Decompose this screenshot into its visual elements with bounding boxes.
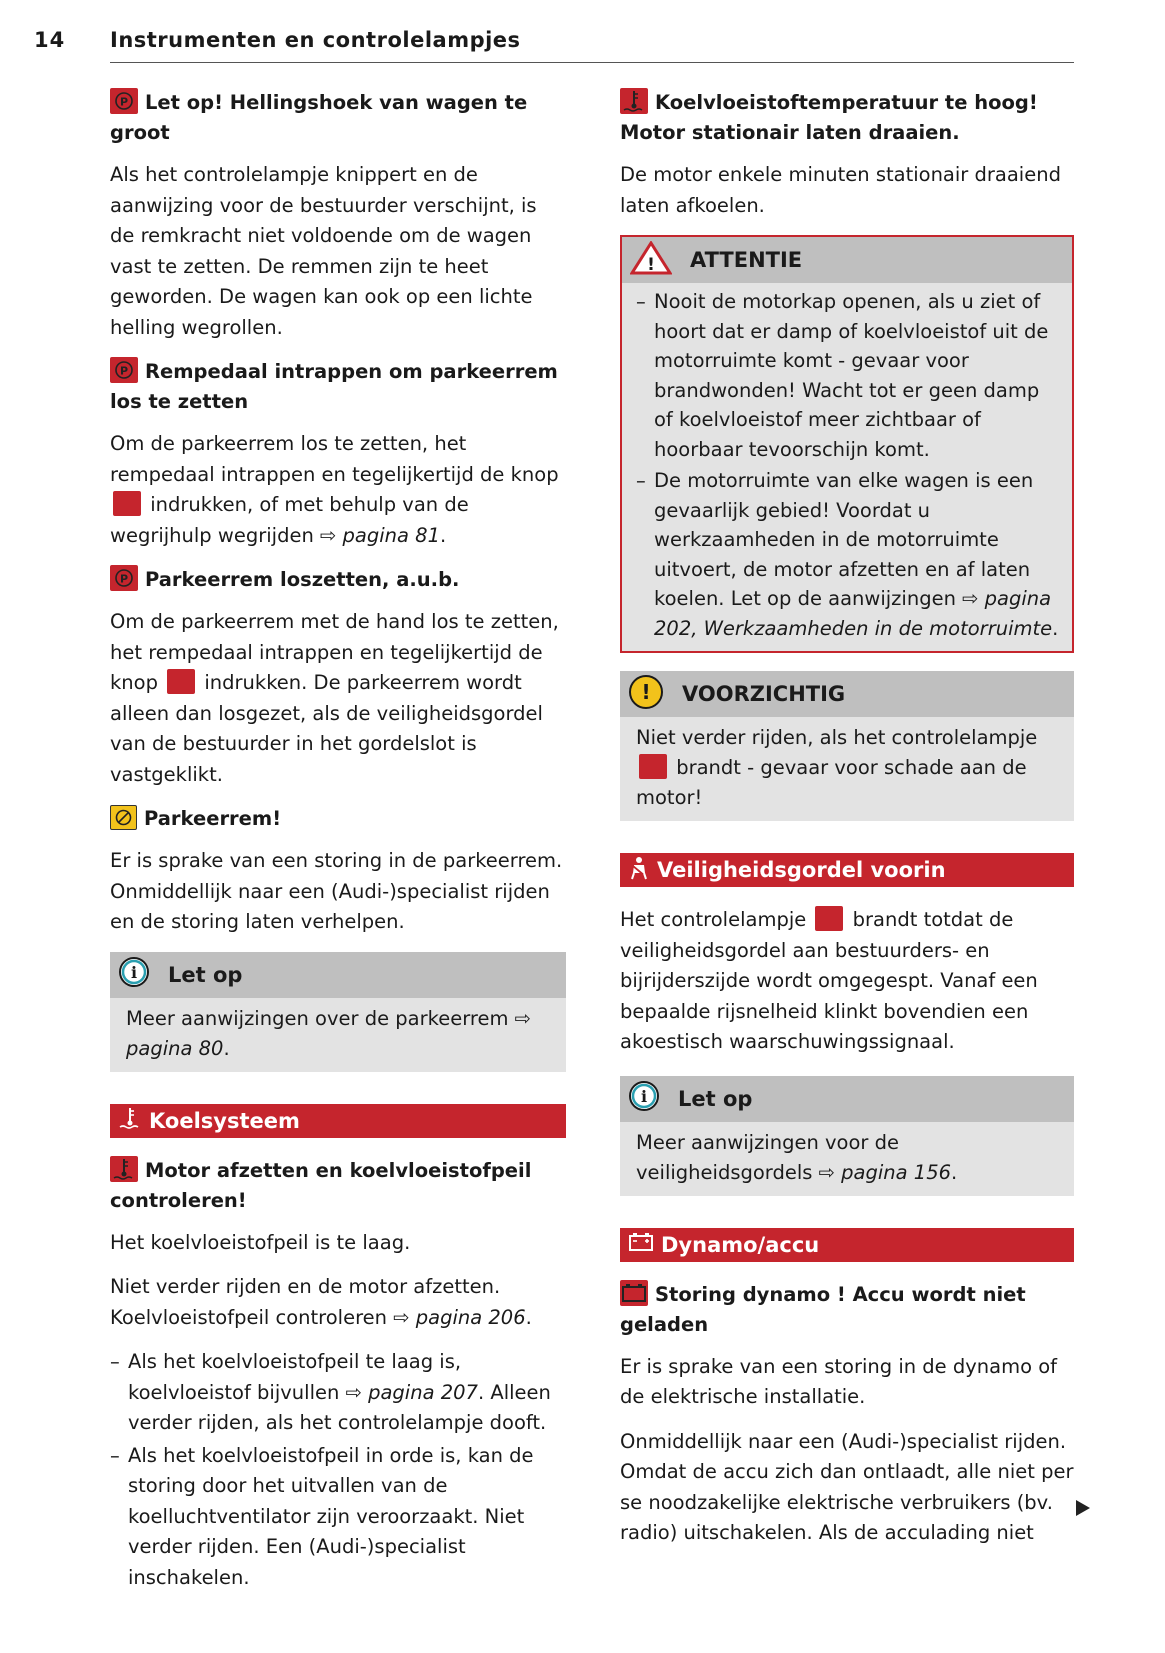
note-header bbox=[620, 1076, 1074, 1122]
paragraph: Om de parkeerrem los te zetten, het rempedaal intrappen en tegelijkertijd de knop indrukken, of met behulp van de wegrijhulp wegrijden ⇨ pagina 81. bbox=[110, 432, 559, 547]
paragraph: Niet verder rijden en de motor afzetten. Koelvloeistofpeil controleren ⇨ pagina 206. bbox=[110, 1275, 532, 1329]
section-band-battery: Dynamo/accu bbox=[620, 1228, 1074, 1262]
list-item: – Nooit de motorkap openen, als u ziet of hoort dat er damp of koelvloeistof uit de motorruimte komt - gevaar voor brandwonden! Wacht tot er geen damp of koelvloeistof meer zichtbaar of hoorbaar tevoorschijn komt. bbox=[636, 287, 1060, 464]
page-reference[interactable]: ⇨ pagina 206 bbox=[393, 1305, 526, 1329]
svg-text:P: P bbox=[119, 364, 129, 378]
page-title: Instrumenten en controlelampjes bbox=[110, 28, 521, 52]
section-heading: P Rempedaal intrappen om parkeerrem los te zetten bbox=[110, 357, 566, 417]
continue-arrow-icon bbox=[1076, 1500, 1090, 1516]
paragraph: Om de parkeerrem met de hand los te zetten, het rempedaal intrappen en tegelijkertijd de knop indrukken. De parkeerrem wordt alleen dan losgezet, als de veiligheidsgordel van de bestuurder in het gordelslot is vastgeklikt. bbox=[110, 610, 559, 786]
caution-title: VOORZICHTIG bbox=[682, 682, 846, 706]
note-body: Meer aanwijzingen over de parkeerrem ⇨ pagina 80. bbox=[126, 1006, 532, 1060]
page-header bbox=[0, 0, 1165, 64]
page-number: 14 bbox=[34, 28, 66, 52]
list-item: – De motorruimte van elke wagen is een gevaarlijk gebied! Voordat u werkzaamheden in de motorruimte uitvoert, de motor afzetten en af laten koelen. Let op de aanwijzingen ⇨ pagina 202, Werkzaamheden in de motorruimte. bbox=[636, 466, 1060, 643]
parking-brake-icon bbox=[110, 88, 138, 114]
page-reference[interactable]: ⇨ pagina 202, Werkzaamheden in de motorruimte bbox=[654, 587, 1053, 640]
seatbelt-icon bbox=[628, 856, 650, 885]
dash-list bbox=[110, 1347, 566, 1593]
svg-text:P: P bbox=[119, 95, 129, 109]
section-heading: Koelvloeistoftemperatuur te hoog! Motor stationair laten draaien. bbox=[620, 88, 1074, 148]
section-heading: Parkeerrem! bbox=[110, 804, 566, 834]
battery-icon bbox=[620, 1280, 648, 1306]
header-rule bbox=[110, 62, 1074, 63]
svg-text:i: i bbox=[640, 1087, 648, 1106]
section-band-cooling: Koelsysteem bbox=[110, 1104, 566, 1138]
paragraph: Onmiddellijk naar een (Audi-)specialist rijden. Omdat de accu zich dan ontlaadt, alle niet per se noodzakelijke elektrische verbruikers (bv. radio) uitschakelen. Als de acculading niet bbox=[620, 1429, 1074, 1544]
coolant-icon bbox=[118, 1106, 142, 1135]
parking-brake-button-icon bbox=[167, 669, 195, 694]
warning-box bbox=[620, 235, 1074, 653]
warning-title: ATTENTIE bbox=[690, 248, 803, 272]
warning-header bbox=[622, 237, 1072, 283]
note-title: Let op bbox=[678, 1086, 753, 1111]
battery-icon bbox=[628, 1232, 654, 1257]
paragraph: De motor enkele minuten stationair draaiend laten afkoelen. bbox=[620, 163, 1061, 217]
coolant-icon bbox=[639, 754, 667, 779]
coolant-icon bbox=[620, 88, 648, 114]
list-item: – Als het koelvloeistofpeil in orde is, kan de storing door het uitvallen van de koelluchtventilator zijn veroorzaakt. Niet verder rijden. Een (Audi-)specialist inschakelen. bbox=[110, 1441, 566, 1594]
warning-body bbox=[622, 283, 1072, 651]
section-band-seatbelt: Veiligheidsgordel voorin bbox=[620, 853, 1074, 887]
caution-icon bbox=[628, 674, 664, 715]
svg-text:!: ! bbox=[647, 254, 655, 275]
section-heading: P Parkeerrem loszetten, a.u.b. bbox=[110, 565, 566, 595]
caution-header bbox=[620, 671, 1074, 717]
parking-brake-fault-icon bbox=[110, 805, 137, 830]
paragraph: Er is sprake van een storing in de parkeerrem. Onmiddellijk naar een (Audi-)specialist rijden en de storing laten verhelpen. bbox=[110, 849, 563, 933]
paragraph: Als het controlelampje knippert en de aanwijzing voor de bestuurder verschijnt, is de remkracht niet voldoende om de wagen vast te zetten. De remmen zijn te heet geworden. De wagen kan ook op een lichte helling wegrollen. bbox=[110, 163, 537, 339]
svg-text:P: P bbox=[119, 572, 129, 586]
page-reference[interactable]: ⇨ pagina 80 bbox=[126, 1006, 532, 1060]
paragraph: Het controlelampje brandt totdat de veiligheidsgordel aan bestuurders- en bijrijderszijde wordt omgegespt. Vanaf een bepaalde rijsnelheid klinkt bovendien een akoestisch waarschuwingssignaal. bbox=[620, 908, 1038, 1053]
left-column bbox=[110, 88, 566, 1607]
parking-brake-button-icon bbox=[113, 491, 141, 516]
parking-brake-icon bbox=[110, 565, 138, 591]
svg-text:i: i bbox=[130, 963, 138, 982]
page-reference[interactable]: ⇨ pagina 207 bbox=[345, 1380, 478, 1404]
caution-box bbox=[620, 671, 1074, 821]
page-reference[interactable]: ⇨ pagina 156 bbox=[818, 1160, 952, 1184]
list-item: – Als het koelvloeistofpeil te laag is, koelvloeistof bijvullen ⇨ pagina 207. Alleen verder rijden, als het controlelampje dooft. bbox=[110, 1347, 566, 1439]
info-icon bbox=[118, 956, 150, 993]
warning-triangle-icon bbox=[630, 241, 672, 280]
parking-brake-icon bbox=[110, 357, 138, 383]
right-column bbox=[620, 88, 1074, 1563]
note-body: Meer aanwijzingen voor de veiligheidsgordels ⇨ pagina 156. bbox=[636, 1130, 958, 1184]
caution-body: Niet verder rijden, als het controlelampje brandt - gevaar voor schade aan de motor! bbox=[636, 726, 1038, 809]
section-heading: P Let op! Hellingshoek van wagen te groot bbox=[110, 88, 566, 148]
paragraph: Het koelvloeistofpeil is te laag. bbox=[110, 1230, 411, 1254]
note-header bbox=[110, 952, 566, 998]
info-icon bbox=[628, 1080, 660, 1117]
page-reference[interactable]: ⇨ pagina 81 bbox=[320, 523, 440, 547]
svg-text:!: ! bbox=[641, 679, 651, 704]
seatbelt-icon bbox=[815, 906, 843, 931]
section-heading: Storing dynamo ! Accu wordt niet geladen bbox=[620, 1280, 1074, 1340]
paragraph: Er is sprake van een storing in de dynamo of de elektrische installatie. bbox=[620, 1354, 1058, 1408]
note-box bbox=[620, 1076, 1074, 1196]
note-box bbox=[110, 952, 566, 1072]
section-heading: Motor afzetten en koelvloeistofpeil controleren! bbox=[110, 1156, 566, 1216]
coolant-icon bbox=[110, 1156, 138, 1182]
note-title: Let op bbox=[168, 962, 243, 987]
